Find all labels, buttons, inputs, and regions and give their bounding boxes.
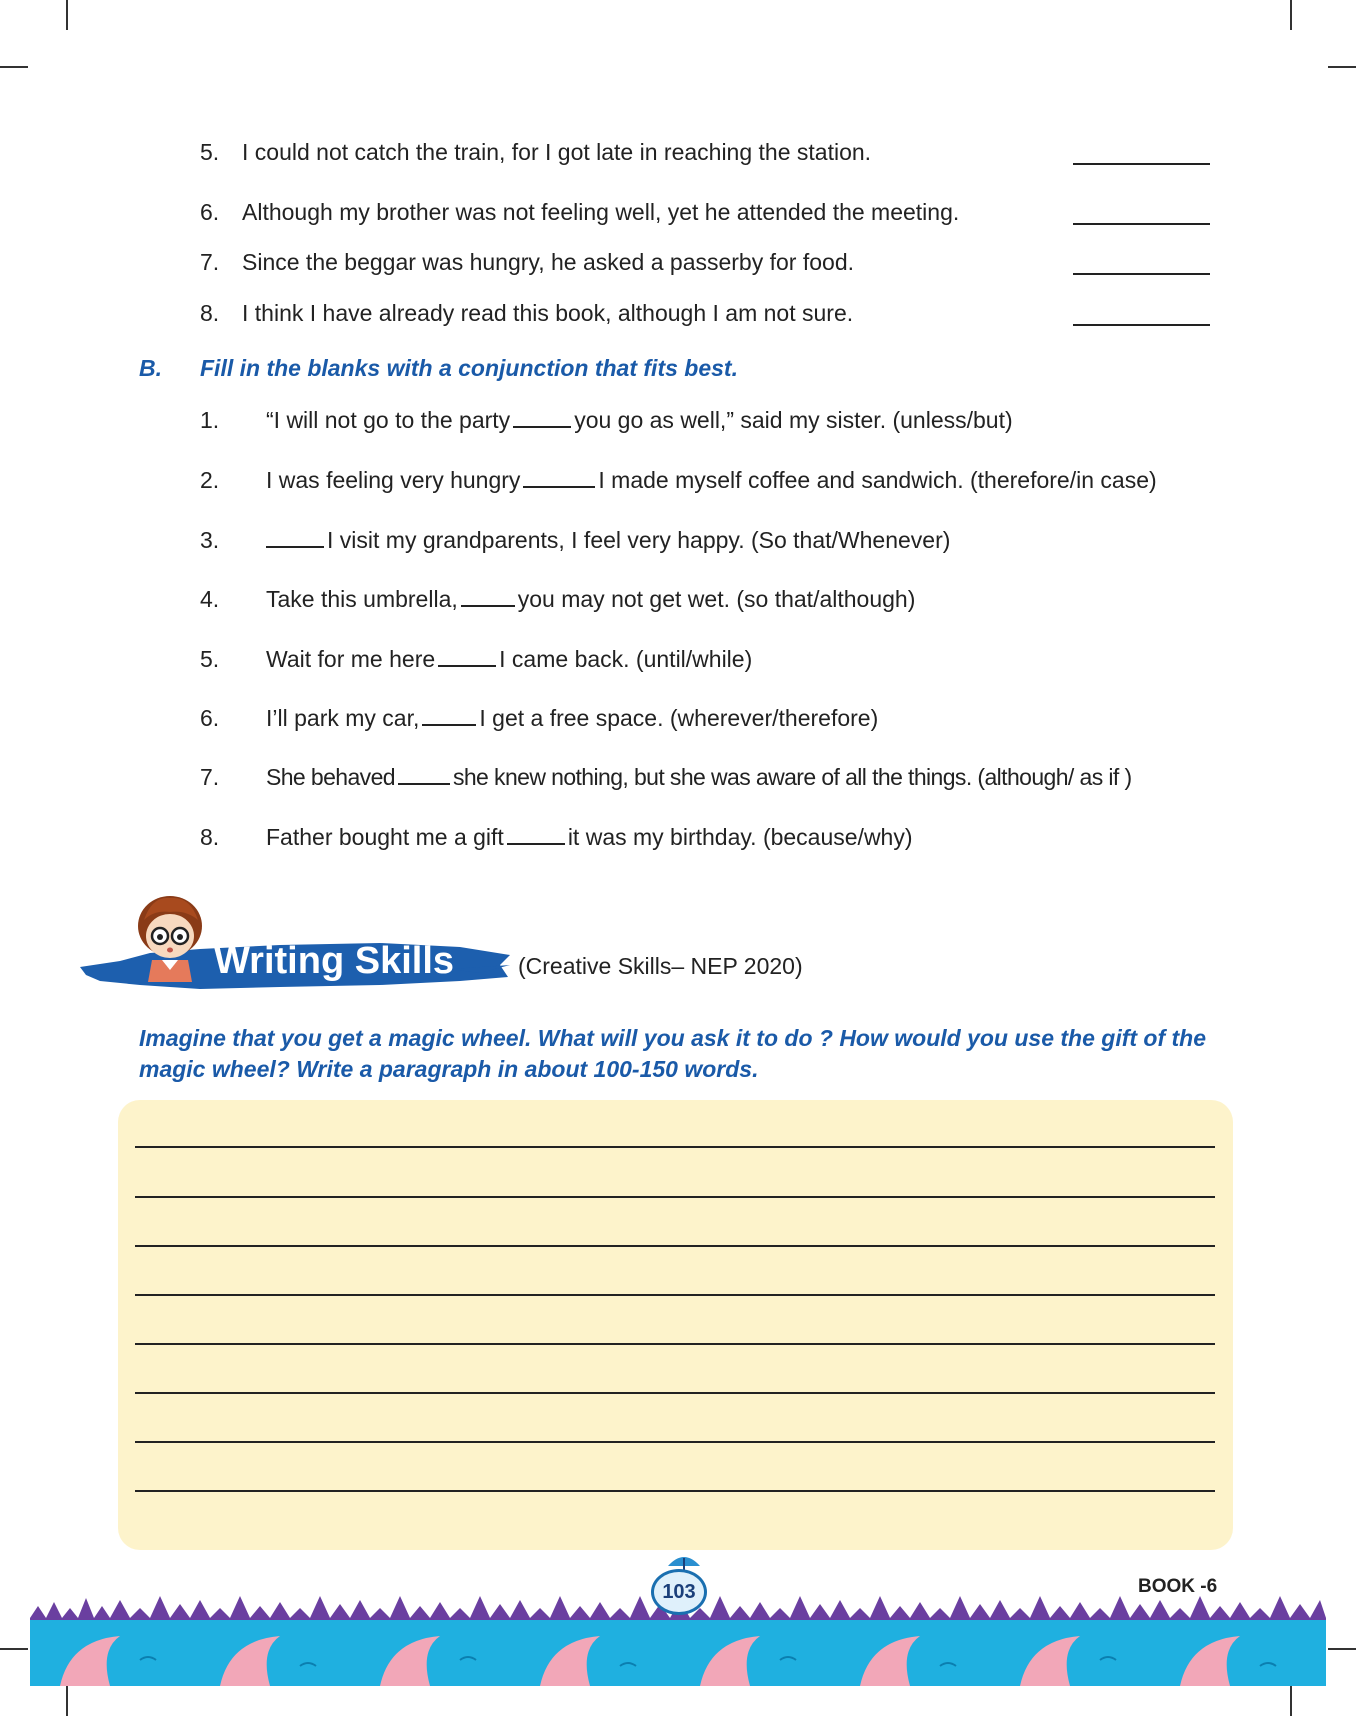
writing-prompt: Imagine that you get a magic wheel. What will you ask it to do ? How would you use the gift of the magic wheel? Write a paragraph in about 100-150 words. bbox=[139, 1025, 1207, 1082]
writing-line[interactable] bbox=[135, 1245, 1215, 1247]
fill-blank[interactable] bbox=[422, 723, 476, 726]
fill-blank[interactable] bbox=[398, 782, 450, 785]
fill-blank[interactable] bbox=[461, 604, 515, 607]
writing-line[interactable] bbox=[135, 1392, 1215, 1394]
writing-line[interactable] bbox=[135, 1196, 1215, 1198]
writing-skills-subtitle: (Creative Skills– NEP 2020) bbox=[518, 953, 803, 979]
writing-area[interactable] bbox=[118, 1100, 1233, 1550]
answer-line[interactable] bbox=[1073, 273, 1210, 275]
crop-mark bbox=[1328, 1648, 1356, 1650]
fill-blank[interactable] bbox=[513, 425, 571, 428]
writing-line[interactable] bbox=[135, 1343, 1215, 1345]
crop-mark bbox=[66, 0, 68, 30]
writing-skills-title: Writing Skills bbox=[214, 940, 455, 982]
answer-line[interactable] bbox=[1073, 223, 1210, 225]
book-label: BOOK -6 bbox=[1138, 1576, 1218, 1597]
fill-blank[interactable] bbox=[438, 664, 496, 667]
answer-line[interactable] bbox=[1073, 324, 1210, 326]
answer-line[interactable] bbox=[1073, 163, 1210, 165]
page-number: 103 bbox=[651, 1569, 707, 1615]
writing-line[interactable] bbox=[135, 1441, 1215, 1443]
writing-line[interactable] bbox=[135, 1146, 1215, 1148]
writing-line[interactable] bbox=[135, 1294, 1215, 1296]
writing-line[interactable] bbox=[135, 1490, 1215, 1492]
crop-mark bbox=[0, 66, 28, 68]
crop-mark bbox=[1328, 66, 1356, 68]
boy-mascot-icon bbox=[132, 890, 208, 986]
fill-blank[interactable] bbox=[266, 545, 324, 548]
crop-mark bbox=[1290, 0, 1292, 30]
crop-mark bbox=[1290, 1686, 1292, 1716]
fill-blank[interactable] bbox=[523, 485, 595, 488]
section-b-title: Fill in the blanks with a conjunction that fits best. bbox=[200, 355, 738, 381]
crop-mark bbox=[66, 1686, 68, 1716]
crop-mark bbox=[0, 1648, 28, 1650]
fill-blank[interactable] bbox=[507, 842, 565, 845]
section-b-label: B. bbox=[139, 355, 162, 381]
